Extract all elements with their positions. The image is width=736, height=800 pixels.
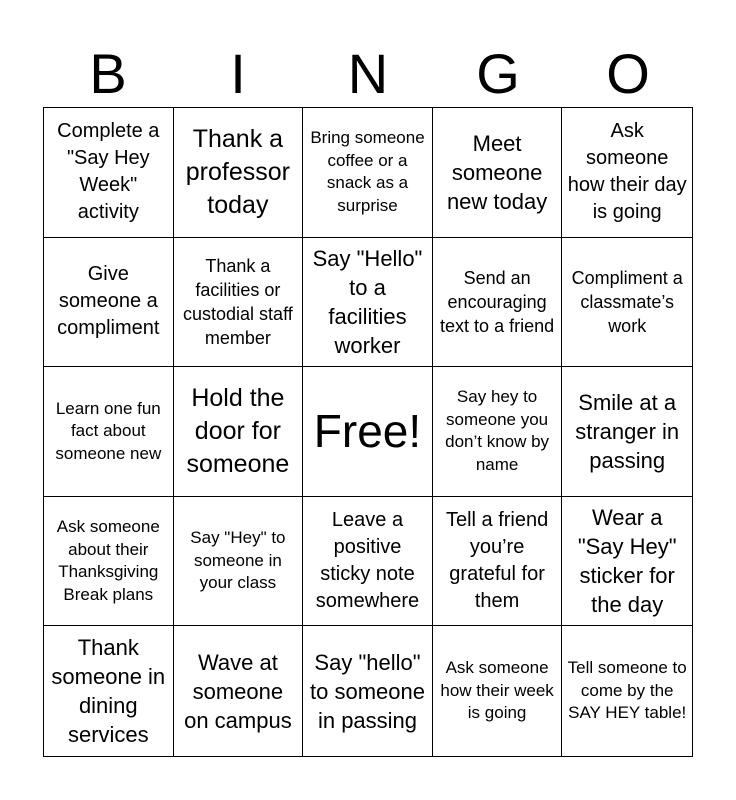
bingo-cell-r4c1[interactable] bbox=[44, 497, 174, 627]
cell-text: Meet someone new today bbox=[446, 130, 548, 214]
cell-text: Ask someone about their Thanksgiving Break plans bbox=[56, 517, 160, 604]
bingo-cell-r2c2[interactable] bbox=[174, 238, 304, 368]
bingo-cell-r1c3[interactable] bbox=[303, 108, 433, 238]
bingo-cell-r3c1[interactable] bbox=[44, 367, 174, 497]
bingo-board bbox=[43, 107, 693, 757]
cell-text: Wave at someone on campus bbox=[184, 649, 292, 733]
cell-text: Give someone a compliment bbox=[57, 263, 160, 340]
bingo-cell-r2c5[interactable] bbox=[562, 238, 692, 368]
cell-text: Say "hello" to someone in passing bbox=[310, 649, 425, 733]
cell-text: Ask someone how their week is going bbox=[440, 658, 554, 723]
header-letter-b: B bbox=[89, 42, 127, 105]
bingo-cell-r2c1[interactable] bbox=[44, 238, 174, 368]
header-letter-n: N bbox=[347, 42, 389, 105]
bingo-cell-r5c2[interactable] bbox=[174, 626, 304, 756]
cell-text: Say "Hello" to a facilities worker bbox=[312, 245, 423, 358]
cell-text: Leave a positive sticky note somewhere bbox=[315, 509, 420, 613]
header-letter-i: I bbox=[230, 42, 246, 105]
cell-text: Bring someone coffee or a snack as a surprise bbox=[310, 128, 425, 215]
bingo-cell-r1c5[interactable] bbox=[562, 108, 692, 238]
cell-text: Compliment a classmate’s work bbox=[571, 267, 683, 336]
bingo-cell-r1c4[interactable] bbox=[433, 108, 563, 238]
bingo-cell-r4c5[interactable] bbox=[562, 497, 692, 627]
header-letter-g: G bbox=[476, 42, 520, 105]
bingo-cell-r5c5[interactable] bbox=[562, 626, 692, 756]
bingo-cell-r5c3[interactable] bbox=[303, 626, 433, 756]
cell-text: Tell a friend you’re grateful for them bbox=[445, 509, 549, 613]
bingo-cell-r3c5[interactable] bbox=[562, 367, 692, 497]
bingo-cell-r4c4[interactable] bbox=[433, 497, 563, 627]
bingo-cell-r2c4[interactable] bbox=[433, 238, 563, 368]
cell-text: Complete a "Say Hey Week" activity bbox=[57, 120, 160, 224]
bingo-header bbox=[43, 40, 693, 108]
bingo-cell-r5c1[interactable] bbox=[44, 626, 174, 756]
bingo-cell-r4c3[interactable] bbox=[303, 497, 433, 627]
bingo-cell-r4c2[interactable] bbox=[174, 497, 304, 627]
cell-text: Tell someone to come by the SAY HEY table! bbox=[567, 658, 687, 723]
bingo-cell-r5c4[interactable] bbox=[433, 626, 563, 756]
cell-text: Smile at a stranger in passing bbox=[575, 389, 680, 473]
cell-text: Hold the door for someone bbox=[186, 383, 290, 478]
cell-text: Learn one fun fact about someone new bbox=[55, 398, 162, 463]
bingo-cell-r1c2[interactable] bbox=[174, 108, 304, 238]
bingo-cell-r2c3[interactable] bbox=[303, 238, 433, 368]
cell-text: Say "Hey" to someone in your class bbox=[190, 528, 286, 593]
cell-text: Thank someone in dining services bbox=[51, 635, 166, 748]
header-letter-o: O bbox=[606, 42, 650, 105]
cell-text: Thank a professor today bbox=[185, 124, 290, 219]
cell-text: Thank a facilities or custodial staff member bbox=[183, 255, 293, 348]
bingo-cell-free[interactable] bbox=[303, 367, 433, 497]
bingo-cell-r1c1[interactable] bbox=[44, 108, 174, 238]
bingo-cell-r3c2[interactable] bbox=[174, 367, 304, 497]
cell-text: Send an encouraging text to a friend bbox=[440, 267, 555, 336]
free-space-label: Free! bbox=[313, 405, 422, 458]
cell-text: Say hey to someone you don’t know by name bbox=[445, 387, 550, 474]
bingo-cell-r3c4[interactable] bbox=[433, 367, 563, 497]
cell-text: Ask someone how their day is going bbox=[567, 120, 687, 224]
cell-text: Wear a "Say Hey" sticker for the day bbox=[577, 505, 677, 618]
